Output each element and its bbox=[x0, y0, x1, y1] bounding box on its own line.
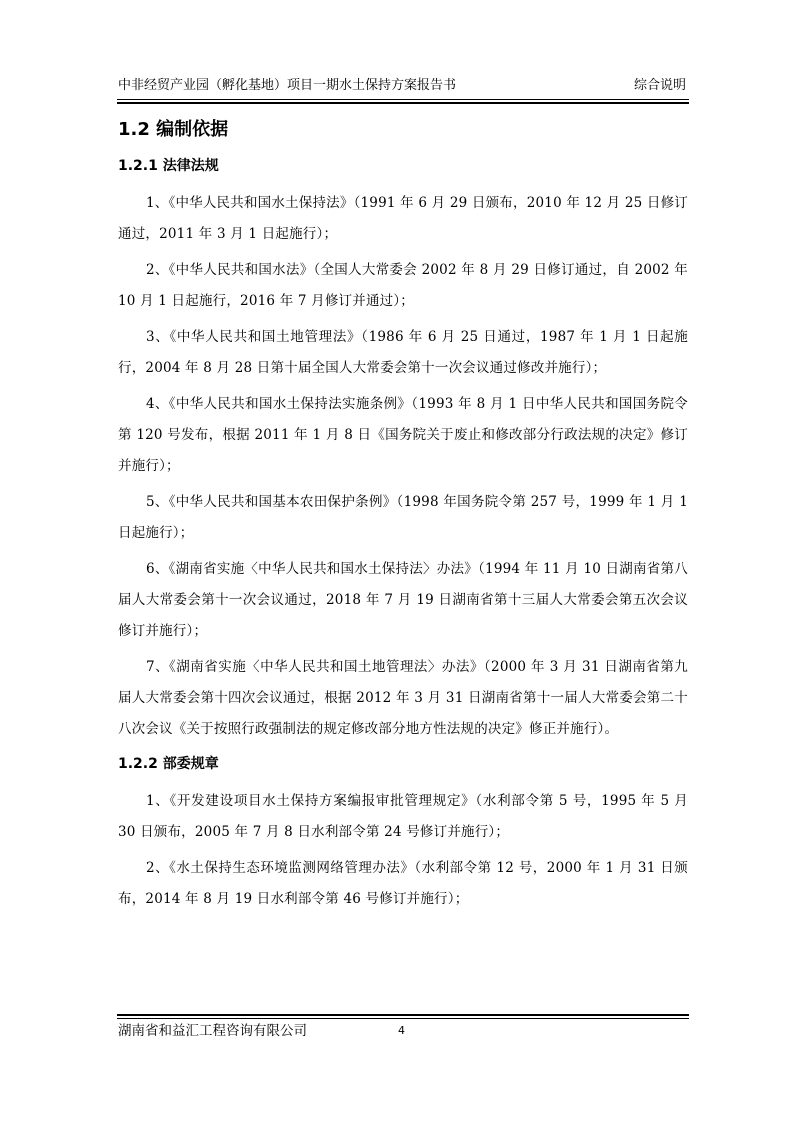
page-header bbox=[118, 76, 686, 98]
header-title: 中非经贸产业园（孵化基地）项目一期水土保持方案报告书 bbox=[118, 78, 457, 93]
header-divider-thick bbox=[117, 102, 689, 104]
footer-divider-thick bbox=[117, 1014, 689, 1016]
law-item: 2、《中华人民共和国水法》（全国人大常委会 2002 年 8 月 29 日修订通过，自 2002 年 10 月 1 日起施行，2016 年 7 月修订并通过）； bbox=[118, 262, 688, 309]
regulation-item: 2、《水土保持生态环境监测网络管理办法》（水利部令第 12 号，2000 年 1 月 31 日颁布，2014 年 8 月 19 日水利部令第 46 号修订并施行）； bbox=[118, 860, 688, 907]
regulation-item: 1、《开发建设项目水土保持方案编报审批管理规定》（水利部令第 5 号，1995 年 5 月 30 日颁布，2005 年 7 月 8 日水利部令第 24 号修订并施行）； bbox=[118, 793, 688, 840]
header-divider bbox=[117, 99, 689, 100]
law-item: 5、《中华人民共和国基本农田保护条例》（1998 年国务院令第 257 号，1999 年 1 月 1 日起施行）； bbox=[118, 494, 688, 541]
page-number: 4 bbox=[398, 1024, 405, 1037]
subsection-heading-laws: 1.2.1 法律法规 bbox=[118, 158, 219, 174]
section-heading: 1.2 编制依据 bbox=[118, 119, 229, 140]
law-item: 4、《中华人民共和国水土保持法实施条例》（1993 年 8 月 1 日中华人民共和国国务院令第 120 号发布，根据 2011 年 1 月 8 日《国务院关于废止和修改部分行政法规的决定》修订并施行）； bbox=[118, 396, 688, 474]
law-item: 1、《中华人民共和国水土保持法》（1991 年 6 月 29 日颁布，2010 年 12 月 25 日修订通过，2011 年 3 月 1 日起施行）； bbox=[118, 195, 688, 242]
law-item: 3、《中华人民共和国土地管理法》（1986 年 6 月 25 日通过，1987 年 1 月 1 日起施行，2004 年 8 月 28 日第十届全国人大常委会第十一次会议通过修改并施行）； bbox=[118, 329, 688, 376]
header-section: 综合说明 bbox=[633, 78, 686, 93]
footer-company-name: 湖南省和益汇工程咨询有限公司 bbox=[118, 1023, 307, 1039]
law-item: 7、《湖南省实施〈中华人民共和国土地管理法〉办法》（2000 年 3 月 31 日湖南省第九届人大常委会第十四次会议通过，根据 2012 年 3 月 31 日湖南省第十一届人大常委会第二十八次会议《关于按照行政强制法的规定修改部分地方性法规的决定》修正并施行）。 bbox=[118, 659, 688, 737]
page-body bbox=[118, 112, 688, 920]
law-item: 6、《湖南省实施〈中华人民共和国水土保持法〉办法》（1994 年 11 月 10 日湖南省第八届人大常委会第十一次会议通过，2018 年 7 月 19 日湖南省第十三届人大常委会第五次会议修订并施行）； bbox=[118, 561, 688, 639]
footer-divider bbox=[117, 1018, 689, 1019]
subsection-heading-regulations: 1.2.2 部委规章 bbox=[118, 756, 219, 772]
